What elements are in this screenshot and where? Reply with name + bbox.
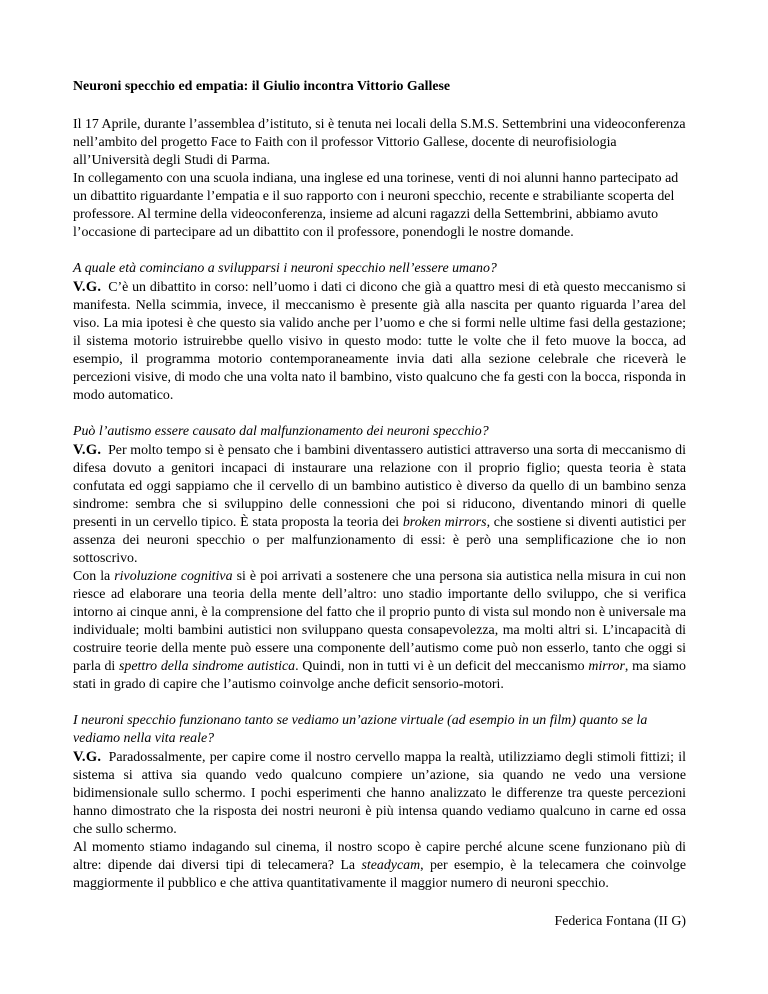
answer-2-text-b: , che sostiene si diventi autistici per assenza dei neuroni specchio o per malfunzionamento di essi: è però una semplificazione che io non sottoscrivo. <box>73 515 686 566</box>
answer-2-emphasis-mirror: mirror <box>588 659 625 674</box>
qa-block-3 <box>73 712 686 893</box>
question-1: A quale età cominciano a svilupparsi i neuroni specchio nell’essere umano? <box>73 261 497 276</box>
intro-paragraph-1: Il 17 Aprile, durante l’assemblea d’istituto, si è tenuta nei locali della S.M.S. Settembrini una videoconferenza nell’ambito del progetto Face to Faith con il professor Vittorio Gallese, docente di neurofisiologia all’Università degli Studi di Parma. <box>73 117 686 168</box>
answer-1-text: C’è un dibattito in corso: nell’uomo i dati ci dicono che già a quattro mesi di età questo meccanismo si manifesta. Nella scimmia, invece, il meccanismo è presente già alla nascita per quanto riguarda l’area del viso. La mia ipotesi è che questo sia valido anche per l’uomo e che si formi nelle ultime fasi della gestazione; il sistema motorio istruirebbe quello visivo in questo modo: tutte le volte che il feto muove la bocca, ad esempio, il programma motorio contemporaneamente invia dati alla sezione celebrale che riceverà le percezioni visive, di modo che una volta nato il bambino, visto qualcuno che fa gesti con la bocca, risponda in modo automatico. <box>73 280 686 403</box>
speaker-initials: V.G. <box>73 749 102 765</box>
article-title: Neuroni specchio ed empatia: il Giulio incontra Vittorio Gallese <box>73 79 451 94</box>
intro-paragraph-2: In collegamento con una scuola indiana, una inglese ed una torinese, venti di noi alunni hanno partecipato ad un dibattito riguardante l’empatia e il suo rapporto con i neuroni specchio, recente e strabiliante scoperta del professore. Al termine della videoconferenza, insieme ad alcuni ragazzi della Settembrini, abbiamo avuto l’occasione di partecipare ad un dibattito con il professore, ponendogli le nostre domande. <box>73 171 679 240</box>
speaker-initials: V.G. <box>73 442 102 458</box>
answer-2-text-c: Con la <box>73 569 111 584</box>
author-signature: Federica Fontana (II G) <box>554 914 686 929</box>
answer-3-emphasis-steadycam: steadycam <box>361 858 421 873</box>
answer-3-paragraph-2 <box>73 839 686 893</box>
answer-1 <box>73 278 686 405</box>
answer-2-paragraph-2 <box>73 568 686 694</box>
answer-2-emphasis-spettro: spettro della sindrome autistica <box>119 659 296 674</box>
answer-2-paragraph-1 <box>73 441 686 568</box>
question-2: Può l’autismo essere causato dal malfunzionamento dei neuroni specchio? <box>73 424 489 439</box>
answer-3-text-a: Paradossalmente, per capire come il nostro cervello mappa la realtà, utilizziamo degli stimoli fittizi; il sistema si attiva sia quando vedo qualcuno compiere un’azione, sia quando ne vedo una versione bidimensionale sullo schermo. I pochi esperimenti che hanno analizzato le differenze tra queste percezioni hanno dimostrato che la risposta dei nostri neuroni è più intensa quando vediamo qualcuno in carne ed ossa che sullo schermo. <box>73 750 686 837</box>
qa-block-2 <box>73 423 686 694</box>
answer-2-emphasis-rivoluzione: rivoluzione cognitiva <box>114 569 233 584</box>
question-3: I neuroni specchio funzionano tanto se vediamo un’azione virtuale (ad esempio in un film) quanto se la vediamo nella vita reale? <box>73 713 648 746</box>
qa-block-1 <box>73 260 686 405</box>
answer-3-text-b: Al momento stiamo indagando sul cinema, il nostro scopo è capire perché alcune scene funzionano più di altre: dipende dai diversi tipi di telecamera? La <box>73 840 686 873</box>
answer-2-text-a: Per molto tempo si è pensato che i bambini diventassero autistici attraverso una sorta di meccanismo di difesa dovuto a genitori incapaci di instaurare una relazione con il proprio figlio; questa teoria è stata confutata ed oggi sappiamo che il cervello di un bambino autistico è diverso da quello di un bambino senza sindrome: sembra che si sviluppino delle connessioni che poi si riducono, diventando minori di quelle presenti in un cervello tipico. È stata proposta la teoria dei <box>73 443 686 530</box>
answer-2-text-e: . Quindi, non in tutti vi è un deficit del meccanismo <box>295 659 585 674</box>
answer-2-text-d: si è poi arrivati a sostenere che una persona sia autistica nella misura in cui non riesce ad elaborare una teoria della mente dell’altro: uno stadio importante dello sviluppo, che si verifica intorno ai cinque anni, è la comprensione del fatto che il proprio punto di vista sul mondo non è universale ma individuale; molti bambini autistici non sviluppano questa consapevolezza, ma molti altri si. L’incapacità di costruire teorie della mente può essere una componente dell’autismo come può non esserlo, tanto che oggi si parla di <box>73 569 686 674</box>
speaker-initials: V.G. <box>73 279 102 295</box>
answer-3-paragraph-1 <box>73 748 686 839</box>
answer-2-text-f: , ma siamo stati in grado di capire che l’autismo coinvolge anche deficit sensorio-motori. <box>73 659 686 692</box>
answer-3-text-c: , per esempio, è la telecamera che coinvolge maggiormente il pubblico e che attiva quantitativamente il maggior numero di neuroni specchio. <box>73 858 686 891</box>
answer-2-emphasis-broken-mirrors: broken mirrors <box>402 515 487 530</box>
